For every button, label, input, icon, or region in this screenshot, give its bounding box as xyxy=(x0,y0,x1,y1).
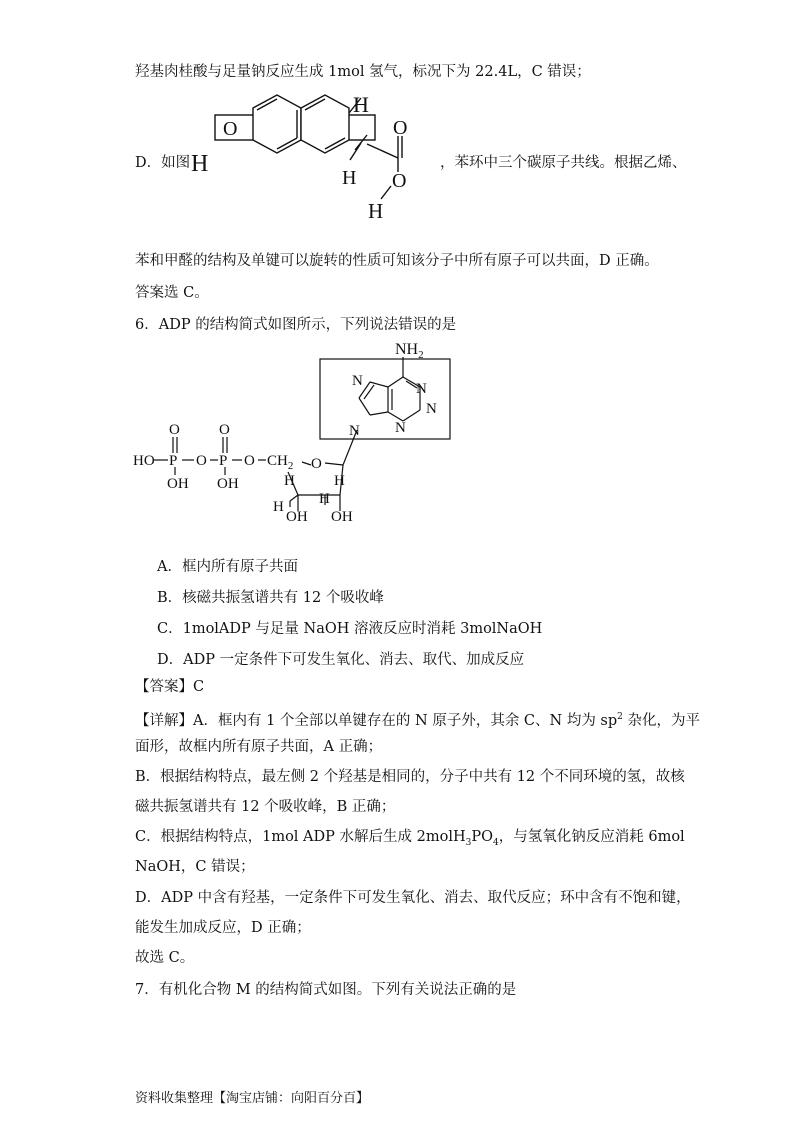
carbonyl-oxygen-label: O xyxy=(393,117,408,139)
option-d: D．ADP 一定条件下可发生氧化、消去、取代、加成反应 xyxy=(157,652,525,668)
oxygen-label: O xyxy=(219,422,230,438)
nitrogen-label: N xyxy=(352,373,363,389)
hydrogen-label: H xyxy=(284,473,295,489)
hydroxy-label: OH xyxy=(286,509,308,525)
hydrogen-label: H xyxy=(342,167,357,189)
hydrogen-label: H xyxy=(368,199,384,223)
page-footer: 资料收集整理【淘宝店铺：向阳百分百】 xyxy=(135,1091,370,1106)
oxygen-label: O xyxy=(196,453,207,469)
question-6: 6．ADP 的结构简式如图所示，下列说法错误的是 xyxy=(135,317,457,333)
text-line: 羟基肉桂酸与足量钠反应生成 1mol 氢气，标况下为 22.4L，C 错误； xyxy=(135,64,591,80)
explanation-line: 能发生加成反应，D 正确； xyxy=(135,920,311,936)
option-a: A．框内所有原子共面 xyxy=(157,559,298,575)
adp-structure xyxy=(130,335,470,525)
explanation-line: D．ADP 中含有羟基，一定条件下可发生氧化、消去、取代反应；环中含有不饱和键， xyxy=(135,890,691,906)
nitrogen-label: N xyxy=(395,420,406,436)
explanation-line: 故选 C。 xyxy=(135,950,195,966)
phosphorus-label: P xyxy=(219,453,228,469)
explanation-line: 【详解】A．框内有 1 个全部以单键存在的 N 原子外，其余 C、N 均为 $sp^2$ 杂化，为平 xyxy=(135,712,700,729)
answer-line: 【答案】C xyxy=(135,679,205,695)
hydroxycinnamic-acid-structure xyxy=(185,88,435,223)
question-7: 7．有机化合物 M 的结构简式如图。下列有关说法正确的是 xyxy=(135,982,517,998)
amino-label: $NH_2$ xyxy=(395,341,424,361)
hydrogen-label: H xyxy=(353,92,369,117)
hydroxy-label: OH xyxy=(217,476,239,492)
nitrogen-label: N xyxy=(416,381,427,397)
hydrogen-label: H xyxy=(319,491,330,507)
hydroxy-label: HO xyxy=(133,453,155,469)
hydroxy-label: OH xyxy=(167,476,189,492)
oxygen-label: O xyxy=(244,453,255,469)
text-line: ，苯环中三个碳原子共线。根据乙烯、 xyxy=(440,155,687,171)
nitrogen-label: N xyxy=(426,401,437,417)
hydrogen-label: H xyxy=(334,473,345,489)
explanation-line: 面形，故框内所有原子共面，A 正确； xyxy=(135,739,383,755)
explanation-line: NaOH，C 错误； xyxy=(135,859,255,875)
explanation-line: B．根据结构特点，最左侧 2 个羟基是相同的，分子中共有 12 个不同环境的氢，故核 xyxy=(135,769,685,785)
nitrogen-label: N xyxy=(349,423,360,439)
ring-oxygen-label: O xyxy=(223,118,238,140)
explanation-line: C．根据结构特点，1mol ADP 水解后生成 $2molH_3PO_4$，与氢氧化钠反应消耗 6mol xyxy=(135,829,685,848)
text-line: 苯和甲醛的结构及单键可以旋转的性质可知该分子中所有原子可以共面，D 正确。 xyxy=(135,253,659,269)
option-d-prefix: D．如图 xyxy=(135,155,191,171)
option-c: C．1molADP 与足量 NaOH 溶液反应时消耗 3molNaOH xyxy=(157,621,543,637)
hydroxy-label: OH xyxy=(331,509,353,525)
ring-oxygen-label: O xyxy=(311,456,322,472)
hydroxy-oxygen-label: O xyxy=(392,170,407,192)
methylene-label: $CH_2$ xyxy=(267,453,294,472)
text-line: 答案选 C。 xyxy=(135,285,209,301)
phosphorus-label: P xyxy=(169,453,178,469)
oxygen-label: O xyxy=(169,422,180,438)
hydrogen-label: H xyxy=(273,499,284,515)
hydrogen-label: H xyxy=(191,151,209,177)
explanation-line: 磁共振氢谱共有 12 个吸收峰，B 正确； xyxy=(135,799,396,815)
option-b: B．核磁共振氢谱共有 12 个吸收峰 xyxy=(157,590,384,606)
